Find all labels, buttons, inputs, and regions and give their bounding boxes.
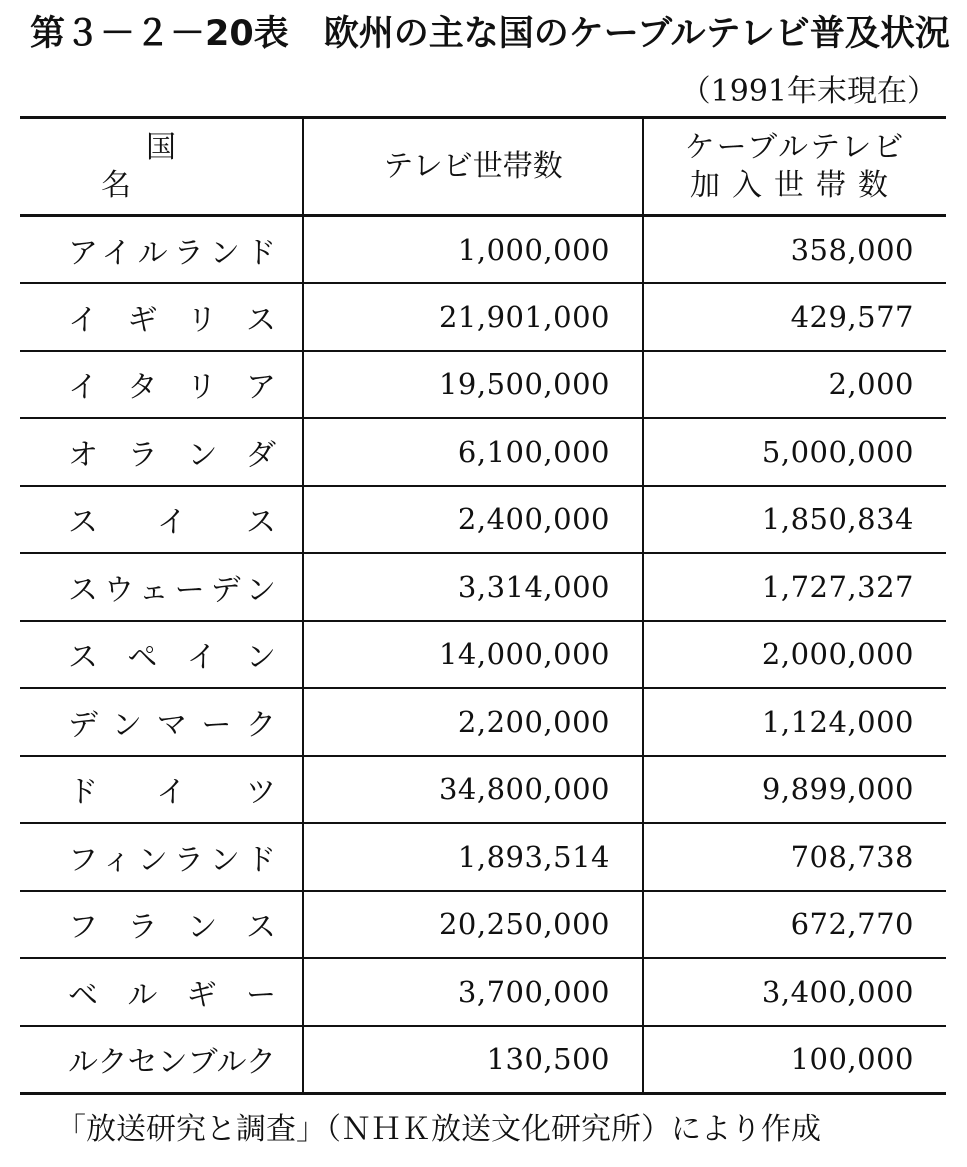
- country-name: フランス: [20, 891, 303, 959]
- country-name: オランダ: [20, 418, 303, 486]
- country-name: スウェーデン: [20, 553, 303, 621]
- cable-subscribers: 1,124,000: [761, 704, 914, 739]
- country-name: イタリア: [20, 351, 303, 419]
- cable-subscribers: 429,577: [790, 299, 914, 334]
- header-cable-line1: ケーブルテレビ: [684, 129, 906, 165]
- cable-subscribers: 100,000: [790, 1042, 914, 1076]
- cable-subscribers: 2,000: [828, 367, 914, 402]
- tv-households: 20,250,000: [303, 891, 643, 959]
- header-cable-line2: 加入世帯数: [690, 167, 900, 203]
- table-title: 第３－２－20表 欧州の主な国のケーブルテレビ普及状況: [30, 14, 950, 54]
- tv-households: 130,500: [303, 1026, 643, 1094]
- table-row: [20, 756, 946, 824]
- header-cable-subscribers: [643, 118, 946, 216]
- table-row: [20, 958, 946, 1026]
- table-row: [20, 891, 946, 959]
- as-of-date: （1991年末現在）: [680, 74, 937, 109]
- tv-households: 34,800,000: [303, 756, 643, 824]
- cable-subscribers: 672,770: [790, 907, 914, 942]
- source-note: 「放送研究と調査」（ＮＨＫ放送文化研究所）により作成: [56, 1112, 821, 1147]
- country-name: フィンランド: [20, 823, 303, 891]
- country-name: ベルギー: [20, 958, 303, 1026]
- tv-households: 14,000,000: [303, 621, 643, 689]
- cable-subscribers: 1,850,834: [761, 502, 914, 537]
- cable-subscribers: 3,400,000: [761, 974, 914, 1009]
- table-row: [20, 351, 946, 419]
- cable-subscribers: 5,000,000: [761, 434, 914, 469]
- tv-households: 3,314,000: [303, 553, 643, 621]
- country-name: ドイツ: [20, 756, 303, 824]
- country-name: イギリス: [20, 283, 303, 351]
- tv-households: 21,901,000: [303, 283, 643, 351]
- country-name: スイス: [20, 486, 303, 554]
- header-country: 国名: [20, 118, 303, 216]
- table-row: [20, 621, 946, 689]
- tv-households: 6,100,000: [303, 418, 643, 486]
- cable-tv-table: [20, 116, 946, 1095]
- cable-subscribers: 708,738: [790, 839, 914, 874]
- cable-subscribers: 9,899,000: [761, 772, 914, 807]
- table-row: [20, 283, 946, 351]
- cable-subscribers: 1,727,327: [761, 569, 914, 604]
- tv-households: 19,500,000: [303, 351, 643, 419]
- header-row: [20, 118, 946, 216]
- country-name: ルクセンブルク: [20, 1026, 303, 1094]
- tv-households: 1,000,000: [303, 216, 643, 284]
- country-name: アイルランド: [20, 216, 303, 284]
- cable-subscribers: 358,000: [790, 232, 914, 267]
- table-row: [20, 486, 946, 554]
- cable-subscribers: 2,000,000: [761, 637, 914, 672]
- table-row: [20, 418, 946, 486]
- table-row: [20, 823, 946, 891]
- country-name: デンマーク: [20, 688, 303, 756]
- country-name: スペイン: [20, 621, 303, 689]
- table-row: [20, 688, 946, 756]
- table-row: [20, 553, 946, 621]
- tv-households: 2,400,000: [303, 486, 643, 554]
- tv-households: 1,893,514: [303, 823, 643, 891]
- tv-households: 3,700,000: [303, 958, 643, 1026]
- table-row: [20, 216, 946, 284]
- table-row: [20, 1026, 946, 1094]
- header-tv-households: テレビ世帯数: [303, 118, 643, 216]
- tv-households: 2,200,000: [303, 688, 643, 756]
